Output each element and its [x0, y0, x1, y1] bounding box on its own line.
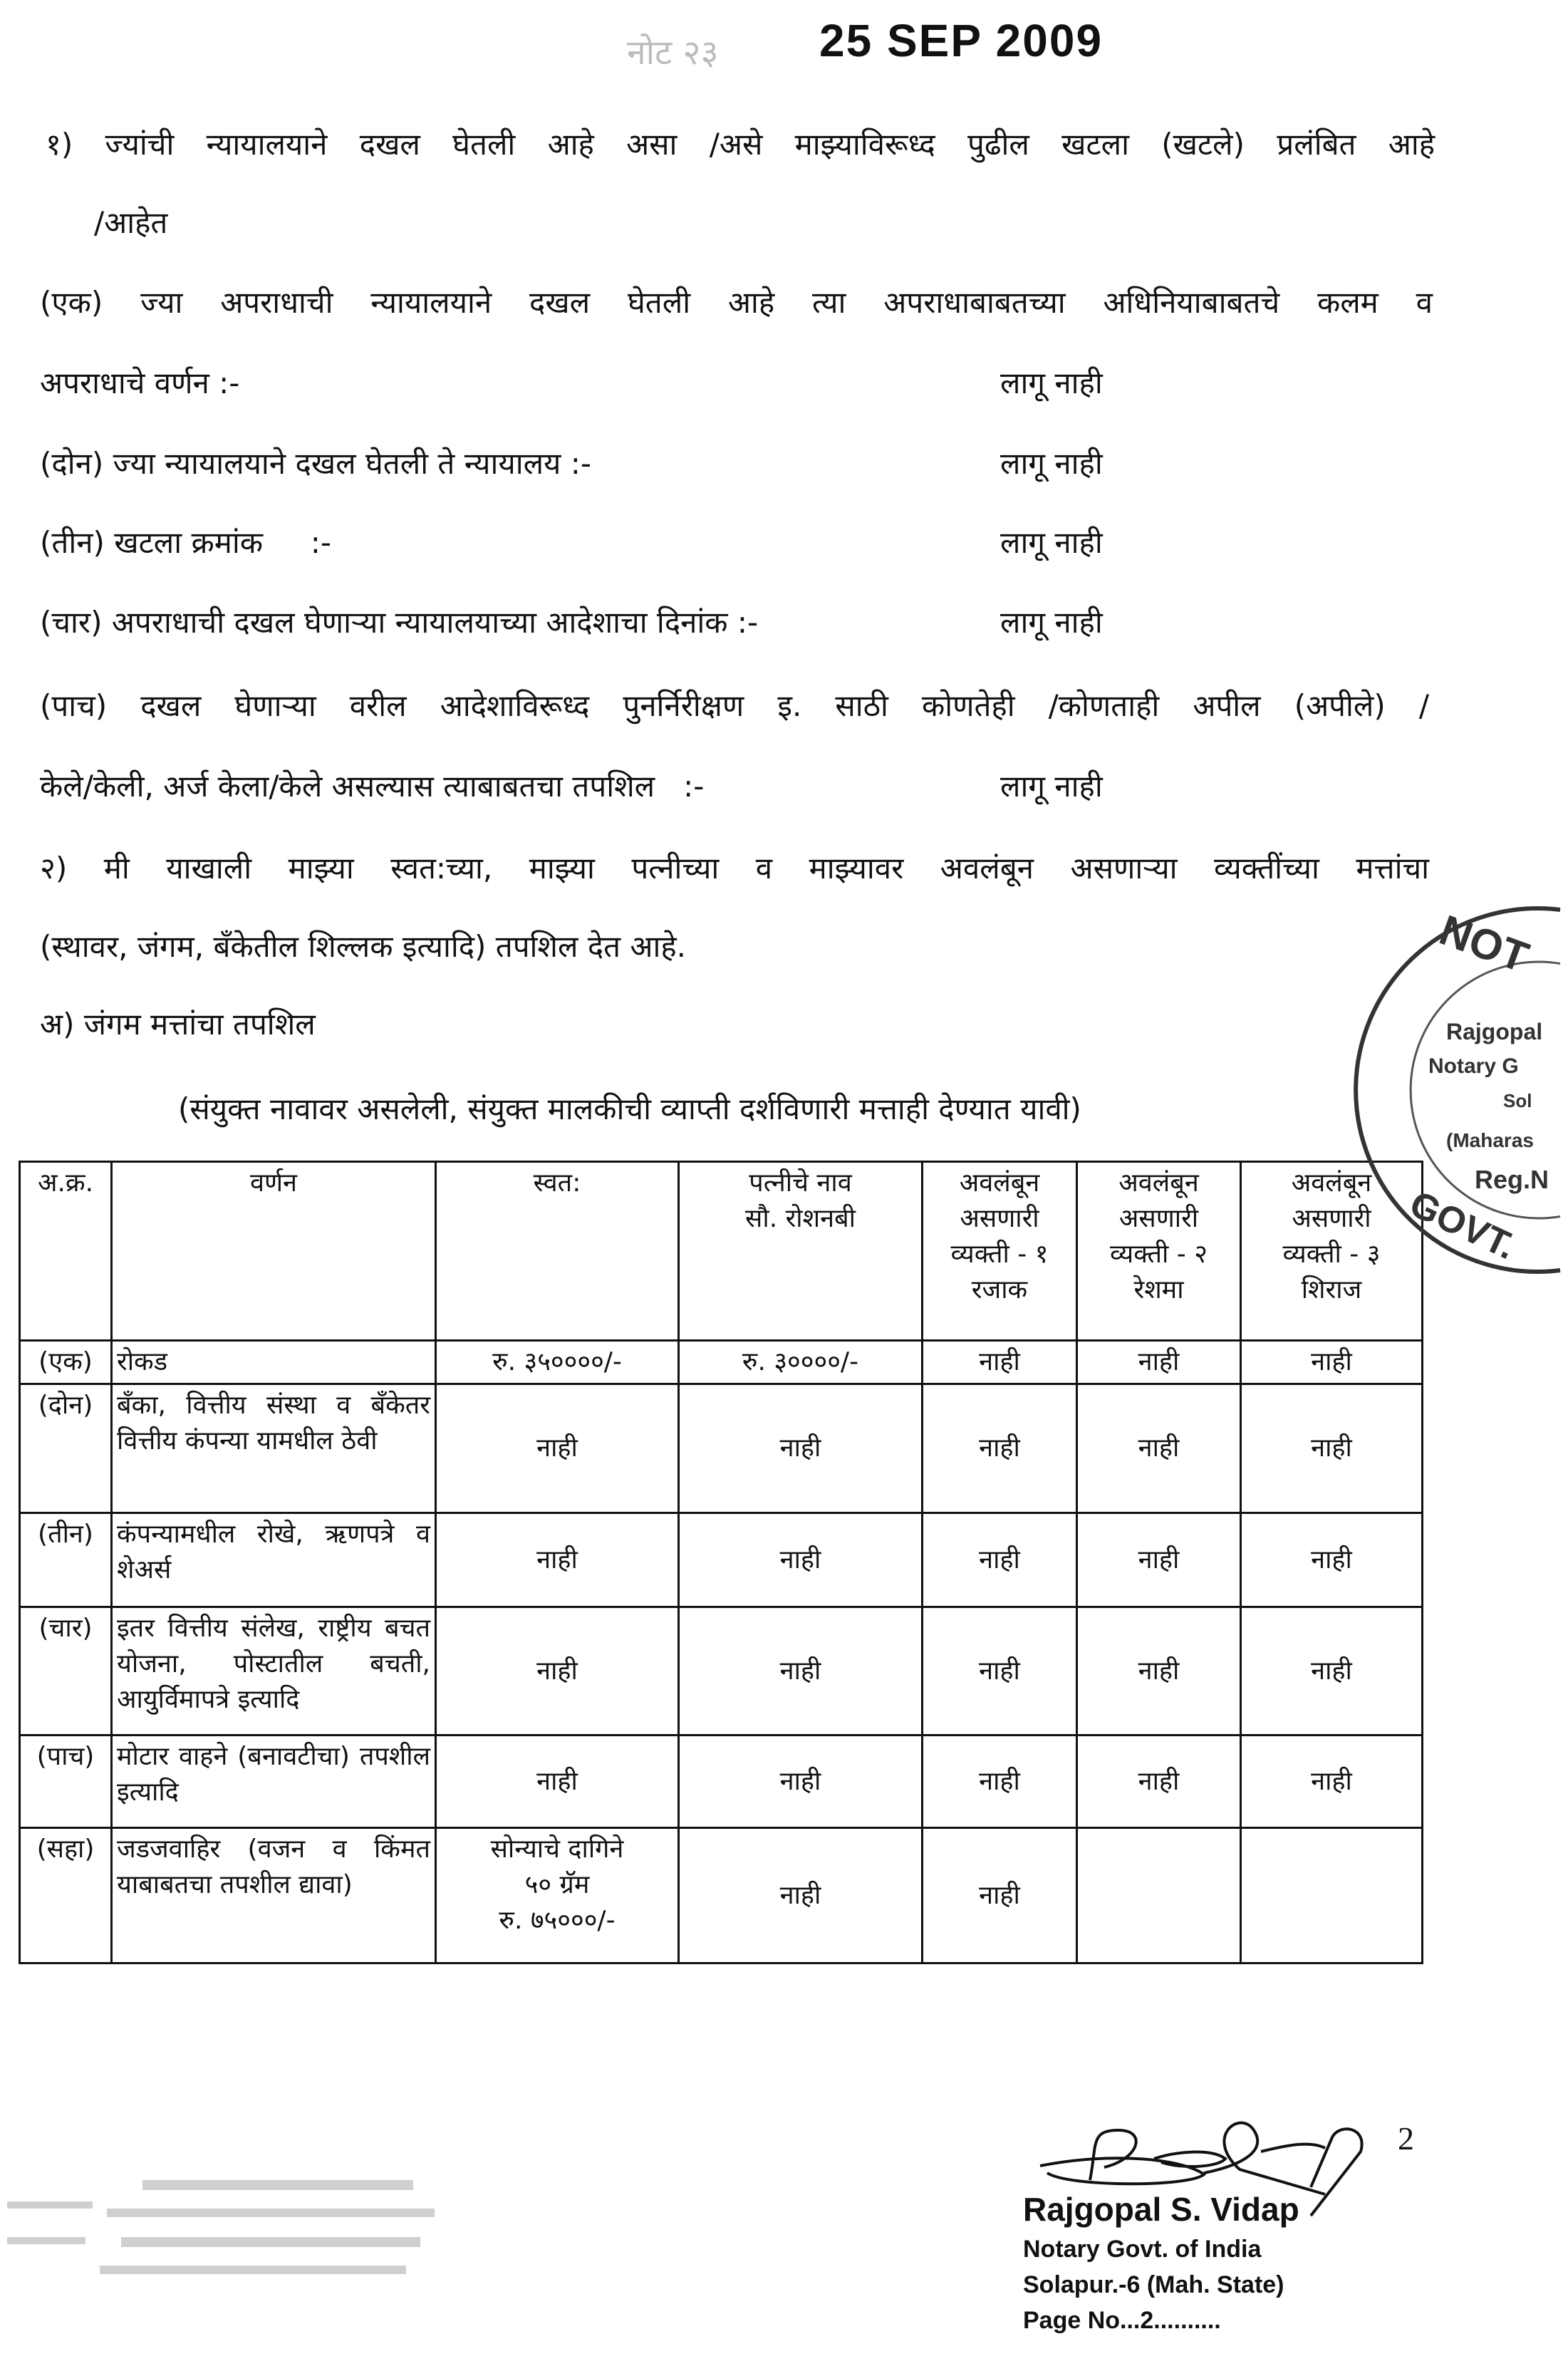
cell-value: रु. ३००००/- [679, 1341, 923, 1384]
table-row [20, 1736, 1423, 1828]
seal-text-5: Reg.N [1475, 1165, 1549, 1194]
row-description: बँका, वित्तीय संस्था व बँकेतर वित्तीय कंपन्या यामधील ठेवी [112, 1384, 436, 1513]
table-row [20, 1828, 1423, 1963]
para1-line2: /आहेत [94, 205, 168, 240]
para2-line2: (स्थावर, जंगम, बँकेतील शिल्लक इत्यादि) तपशिल देत आहे. [40, 929, 686, 964]
cell-value: नाही [436, 1384, 679, 1513]
cell-value: सोन्याचे दागिने ५० ग्रॅम रु. ७५०००/- [436, 1828, 679, 1963]
row-index: (सहा) [20, 1828, 112, 1963]
section-a-note: (संयुक्त नावावर असलेली, संयुक्त मालकीची व्याप्ती दर्शविणारी मत्ताही देण्यात यावी) [178, 1091, 1081, 1126]
column-header: पत्नीचे नाव सौ. रोशनबी [679, 1162, 923, 1341]
page-number: 2 [1398, 2120, 1414, 2157]
column-header: वर्णन [112, 1162, 436, 1341]
column-header: अ.क्र. [20, 1162, 112, 1341]
table-row [20, 1513, 1423, 1607]
cell-value: नाही [679, 1828, 923, 1963]
seal-text-bottom: GOVT. [1403, 1183, 1522, 1268]
cell-value: नाही [679, 1736, 923, 1828]
item3-value: लागू नाही [1000, 525, 1103, 560]
cell-value: नाही [1077, 1513, 1241, 1607]
item1-line1: (एक) ज्या अपराधाची न्यायालयाने दखल घेतली आहे त्या अपराधाबाबतच्या अधिनियाबाबतचे कलम व [40, 285, 1433, 320]
cell-value: नाही [679, 1607, 923, 1736]
cell-value: नाही [679, 1513, 923, 1607]
item1-line2: अपराधाचे वर्णन :- [40, 365, 240, 400]
notary-page-no: Page No...2.......... [1023, 2307, 1221, 2334]
seal-text-4: (Maharas [1446, 1129, 1534, 1151]
row-description: जडजवाहिर (वजन व किंमत याबाबतचा तपशील द्यावा) [112, 1828, 436, 1963]
cell-value: नाही [436, 1607, 679, 1736]
notary-signature-block [1023, 2187, 1299, 2338]
para2-line1: २) मी याखाली माझ्या स्वत:च्या, माझ्या पत्नीच्या व माझ्यावर अवलंबून असणाऱ्या व्यक्तींच्या मत्तांचा [40, 851, 1429, 886]
row-description: मोटार वाहने (बनावटीचा) तपशील इत्यादि [112, 1736, 436, 1828]
faded-stamp-smudge [0, 2137, 456, 2330]
item1-value: लागू नाही [1000, 365, 1103, 400]
column-header: अवलंबून असणारी व्यक्ती - २ रेशमा [1077, 1162, 1241, 1341]
table-row [20, 1341, 1423, 1384]
seal-text-1: Rajgopal [1446, 1019, 1543, 1044]
cell-value: नाही [923, 1607, 1077, 1736]
cell-value: नाही [1241, 1513, 1423, 1607]
cell-value: नाही [923, 1384, 1077, 1513]
column-header: अवलंबून असणारी व्यक्ती - ३ शिराज [1241, 1162, 1423, 1341]
cell-value: नाही [1077, 1384, 1241, 1513]
cell-value: नाही [923, 1513, 1077, 1607]
date-stamp: 25 SEP 2009 [819, 15, 1104, 66]
item4-line1: (चार) अपराधाची दखल घेणाऱ्या न्यायालयाच्या आदेशाचा दिनांक :- [40, 605, 759, 640]
item5-value: लागू नाही [1000, 769, 1103, 804]
item3-line1: (तीन) खटला क्रमांक :- [40, 525, 332, 560]
seal-text-top: NOT [1433, 906, 1535, 982]
column-header: अवलंबून असणारी व्यक्ती - १ रजाक [923, 1162, 1077, 1341]
cell-value: नाही [1241, 1384, 1423, 1513]
item5-line1: (पाच) दखल घेणाऱ्या वरील आदेशाविरूध्द पुनर्निरीक्षण इ. साठी कोणतेही /कोणताही अपील (अपीले) / [40, 688, 1429, 723]
table-row [20, 1607, 1423, 1736]
cell-value: नाही [1077, 1736, 1241, 1828]
section-a-title: अ) जंगम मत्तांचा तपशिल [40, 1007, 316, 1042]
table-header-row [20, 1162, 1423, 1341]
item4-value: लागू नाही [1000, 605, 1103, 640]
movable-assets-table [19, 1161, 1423, 1964]
cell-value: नाही [923, 1828, 1077, 1963]
row-index: (दोन) [20, 1384, 112, 1513]
row-description: रोकड [112, 1341, 436, 1384]
notary-location: Solapur.-6 (Mah. State) [1023, 2271, 1284, 2298]
notary-title: Notary Govt. of India [1023, 2236, 1262, 2263]
cell-value: नाही [1241, 1736, 1423, 1828]
cell-value: नाही [1077, 1341, 1241, 1384]
row-index: (पाच) [20, 1736, 112, 1828]
item2-line1: (दोन) ज्या न्यायालयाने दखल घेतली ते न्यायालय :- [40, 446, 592, 481]
notary-name: Rajgopal S. Vidap [1023, 2191, 1299, 2228]
cell-value: नाही [923, 1341, 1077, 1384]
para1-line1: १) ज्यांची न्यायालयाने दखल घेतली आहे असा /असे माझ्याविरूध्द पुढील खटला (खटले) प्रलंबित आहे [46, 127, 1435, 162]
row-index: (तीन) [20, 1513, 112, 1607]
item2-value: लागू नाही [1000, 446, 1103, 481]
seal-text-3: Sol [1503, 1090, 1532, 1111]
table-row [20, 1384, 1423, 1513]
faint-stamp-text: नोट २३ [627, 33, 719, 73]
row-index: (एक) [20, 1341, 112, 1384]
cell-value [1241, 1828, 1423, 1963]
cell-value: नाही [436, 1513, 679, 1607]
cell-value: नाही [1241, 1607, 1423, 1736]
cell-value: नाही [1077, 1607, 1241, 1736]
seal-text-2: Notary G [1428, 1054, 1519, 1078]
row-index: (चार) [20, 1607, 112, 1736]
cell-value [1077, 1828, 1241, 1963]
row-description: इतर वित्तीय संलेख, राष्ट्रीय बचत योजना, पोस्टातील बचती, आयुर्विमापत्रे इत्यादि [112, 1607, 436, 1736]
cell-value: नाही [679, 1384, 923, 1513]
cell-value: नाही [923, 1736, 1077, 1828]
cell-value: रु. ३५००००/- [436, 1341, 679, 1384]
row-description: कंपन्यामधील रोखे, ऋणपत्रे व शेअर्स [112, 1513, 436, 1607]
cell-value: नाही [436, 1736, 679, 1828]
column-header: स्वत: [436, 1162, 679, 1341]
cell-value: नाही [1241, 1341, 1423, 1384]
item5-line2: केले/केली, अर्ज केला/केले असल्यास त्याबाबतचा तपशिल :- [40, 769, 705, 804]
